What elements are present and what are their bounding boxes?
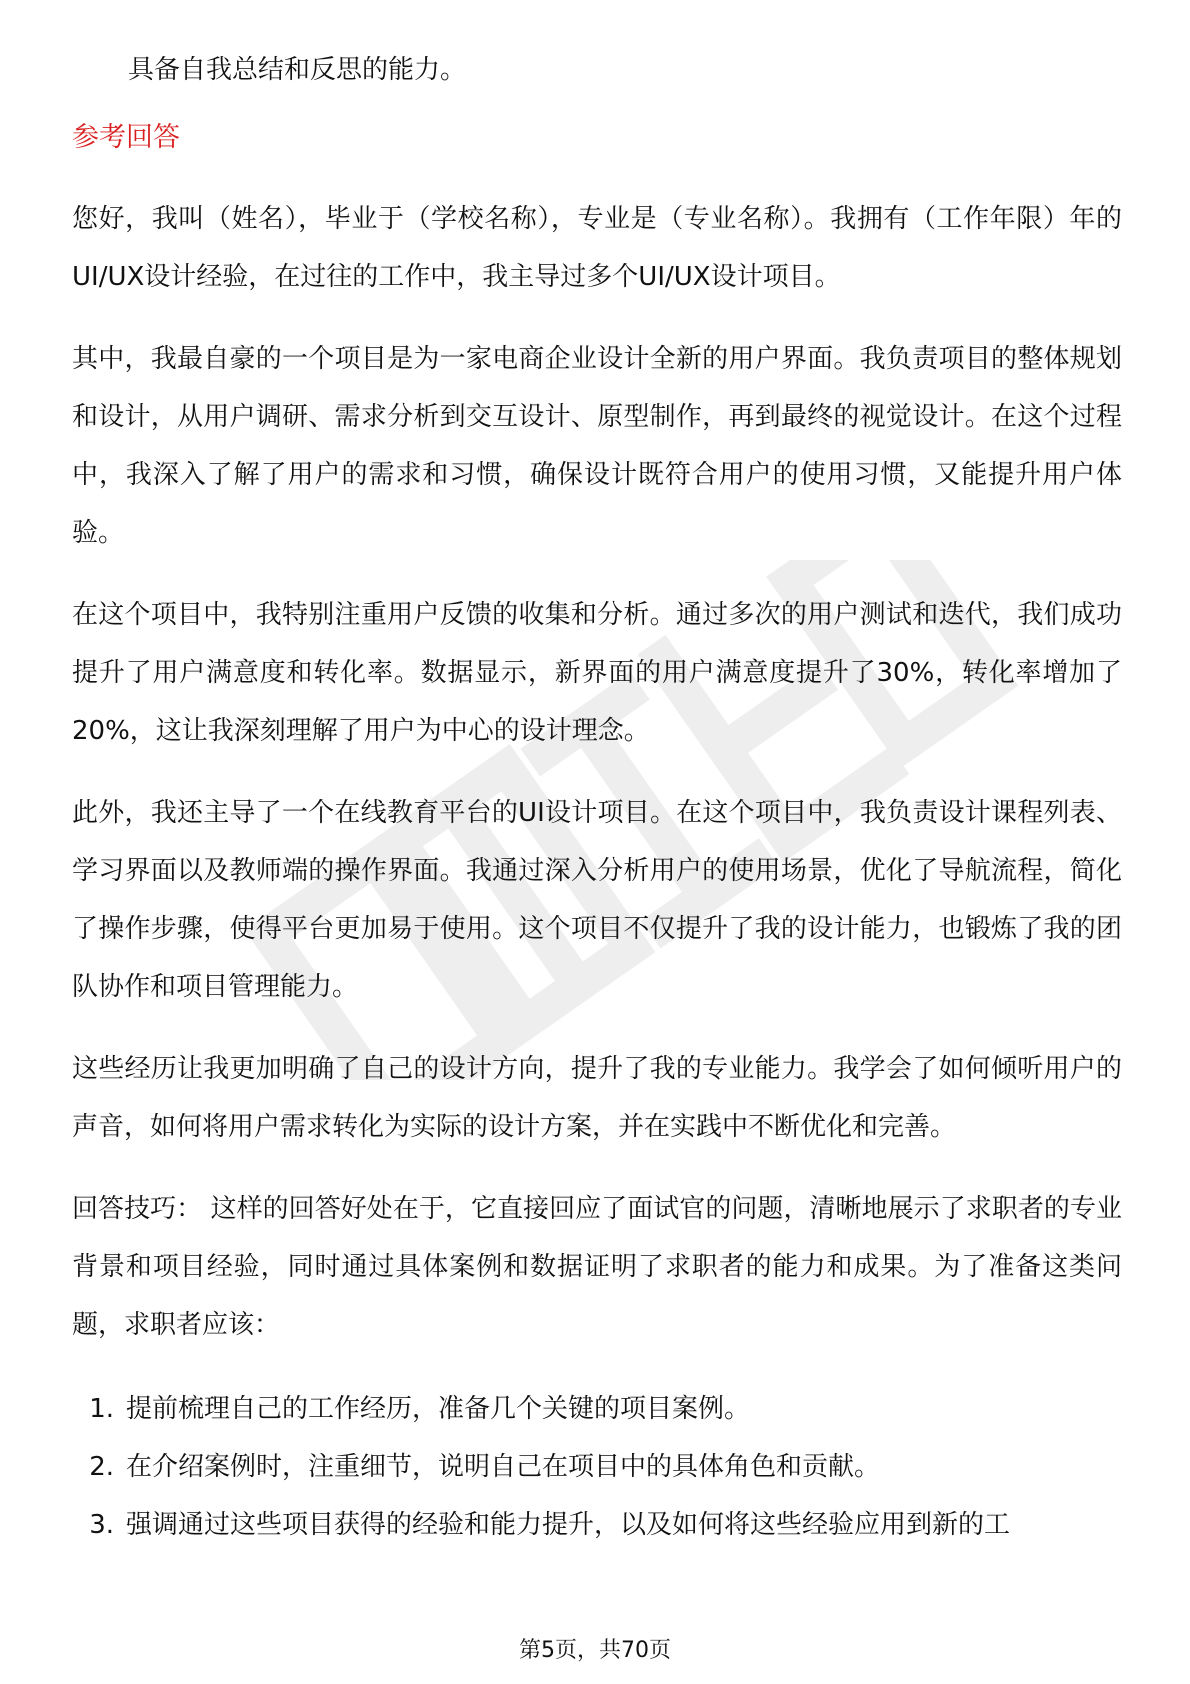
paragraph-answer-tips: 回答技巧： 这样的回答好处在于，它直接回应了面试官的问题，清晰地展示了求职者的专业背景和项目经验，同时通过具体案例和数据证明了求职者的能力和成果。为了准备这类问题，求职者应该： — [72, 1194, 1122, 1340]
list-item-text: 提前梳理自己的工作经历，准备几个关键的项目案例。 — [126, 1394, 751, 1424]
list-item-number: 2. — [89, 1452, 114, 1482]
list-item — [72, 1496, 1122, 1554]
page-footer: 第5页，共70页 — [519, 1638, 671, 1663]
paragraph-experience-summary: 这些经历让我更加明确了自己的设计方向，提升了我的专业能力。我学会了如何倾听用户的声音，如何将用户需求转化为实际的设计方案，并在实践中不断优化和完善。 — [72, 1054, 1122, 1142]
paragraph-ecommerce-project: 其中，我最自豪的一个项目是为一家电商企业设计全新的用户界面。我负责项目的整体规划和设计，从用户调研、需求分析到交互设计、原型制作，再到最终的视觉设计。在这个过程中，我深入了解了用户的需求和习惯，确保设计既符合用户的使用习惯，又能提升用户体验。 — [72, 344, 1122, 548]
list-item — [72, 1380, 1122, 1438]
list-item-text: 强调通过这些项目获得的经验和能力提升，以及如何将这些经验应用到新的工 — [126, 1510, 1011, 1540]
paragraph-education-platform: 此外，我还主导了一个在线教育平台的UI设计项目。在这个项目中，我负责设计课程列表、学习界面以及教师端的操作界面。我通过深入分析用户的使用场景，优化了导航流程，简化了操作步骤，使得平台更加易于使用。这个项目不仅提升了我的设计能力，也锻炼了我的团队协作和项目管理能力。 — [72, 798, 1122, 1002]
paragraph-intro: 您好，我叫（姓名），毕业于（学校名称），专业是（专业名称）。我拥有（工作年限）年的UI/UX设计经验，在过往的工作中，我主导过多个UI/UX设计项目。 — [72, 204, 1122, 292]
list-item — [72, 1438, 1122, 1496]
list-item-number: 3. — [89, 1510, 114, 1540]
intro-line: 具备自我总结和反思的能力。 — [128, 55, 467, 85]
section-heading: 参考回答 — [72, 122, 180, 153]
list-item-number: 1. — [89, 1394, 114, 1424]
tips-list — [72, 1380, 1122, 1554]
paragraph-user-feedback: 在这个项目中，我特别注重用户反馈的收集和分析。通过多次的用户测试和迭代，我们成功提升了用户满意度和转化率。数据显示，新界面的用户满意度提升了30%，转化率增加了20%，这让我深刻理解了用户为中心的设计理念。 — [72, 600, 1122, 746]
list-item-text: 在介绍案例时，注重细节，说明自己在项目中的具体角色和贡献。 — [126, 1452, 881, 1482]
document-body — [72, 48, 1122, 1554]
